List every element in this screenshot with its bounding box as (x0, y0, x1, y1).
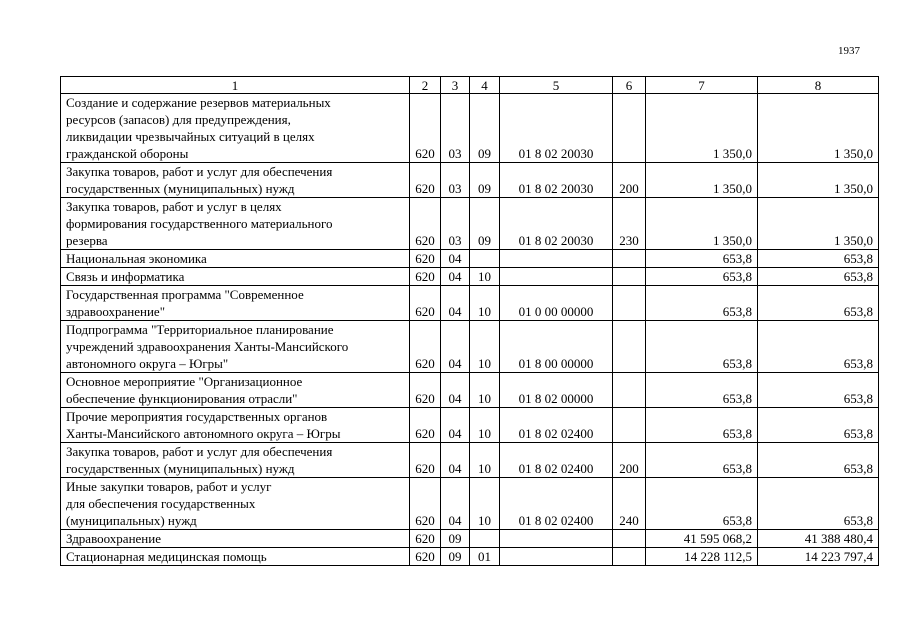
page-number: 1937 (838, 45, 860, 57)
item-name-cell: Государственная программа "Современное здравоохранение" (61, 286, 410, 321)
subsection-code-cell: 10 (470, 286, 500, 321)
section-code-cell: 04 (441, 478, 470, 530)
item-name-cell: Подпрограмма "Территориальное планирование учреждений здравоохранения Ханты-Мансийского автономного округа – Югры" (61, 321, 410, 373)
amount-year1-cell: 1 350,0 (646, 198, 758, 250)
section-code-cell: 09 (441, 530, 470, 548)
amount-year2-cell: 653,8 (758, 443, 879, 478)
amount-year1-cell: 41 595 068,2 (646, 530, 758, 548)
item-name-cell: Закупка товаров, работ и услуг для обеспечения государственных (муниципальных) нужд (61, 443, 410, 478)
table-row (61, 530, 879, 548)
subsection-code-cell: 09 (470, 198, 500, 250)
section-code-cell: 04 (441, 286, 470, 321)
expense-type-cell (613, 548, 646, 566)
target-article-cell: 01 8 02 02400 (500, 443, 613, 478)
subsection-code-cell: 01 (470, 548, 500, 566)
subsection-code-cell: 10 (470, 443, 500, 478)
subsection-code-cell: 10 (470, 478, 500, 530)
column-header: 7 (646, 77, 758, 94)
column-header: 4 (470, 77, 500, 94)
column-header: 3 (441, 77, 470, 94)
department-code-cell: 620 (410, 163, 441, 198)
department-code-cell: 620 (410, 286, 441, 321)
table-row (61, 286, 879, 321)
amount-year1-cell: 653,8 (646, 408, 758, 443)
department-code-cell: 620 (410, 478, 441, 530)
department-code-cell: 620 (410, 268, 441, 286)
table-row (61, 548, 879, 566)
amount-year1-cell: 653,8 (646, 321, 758, 373)
item-name-cell: Иные закупки товаров, работ и услуг для обеспечения государственных (муниципальных) нужд (61, 478, 410, 530)
department-code-cell: 620 (410, 198, 441, 250)
item-name-cell: Связь и информатика (61, 268, 410, 286)
target-article-cell: 01 0 00 00000 (500, 286, 613, 321)
department-code-cell: 620 (410, 530, 441, 548)
target-article-cell (500, 530, 613, 548)
expense-type-cell (613, 530, 646, 548)
expense-type-cell (613, 373, 646, 408)
expense-type-cell (613, 408, 646, 443)
department-code-cell: 620 (410, 408, 441, 443)
table-row (61, 478, 879, 530)
expense-type-cell: 230 (613, 198, 646, 250)
item-name-cell: Закупка товаров, работ и услуг в целях формирования государственного материального резерва (61, 198, 410, 250)
target-article-cell: 01 8 00 00000 (500, 321, 613, 373)
expense-type-cell (613, 94, 646, 163)
target-article-cell (500, 250, 613, 268)
table-row (61, 268, 879, 286)
target-article-cell: 01 8 02 20030 (500, 198, 613, 250)
section-code-cell: 03 (441, 198, 470, 250)
section-code-cell: 04 (441, 268, 470, 286)
table-row (61, 443, 879, 478)
subsection-code-cell: 09 (470, 94, 500, 163)
amount-year1-cell: 653,8 (646, 478, 758, 530)
section-code-cell: 04 (441, 443, 470, 478)
department-code-cell: 620 (410, 250, 441, 268)
section-code-cell: 03 (441, 163, 470, 198)
amount-year2-cell: 1 350,0 (758, 94, 879, 163)
column-header: 6 (613, 77, 646, 94)
table-row (61, 321, 879, 373)
section-code-cell: 04 (441, 373, 470, 408)
target-article-cell: 01 8 02 00000 (500, 373, 613, 408)
expense-type-cell (613, 250, 646, 268)
subsection-code-cell (470, 530, 500, 548)
budget-table (60, 76, 879, 566)
amount-year2-cell: 14 223 797,4 (758, 548, 879, 566)
expense-type-cell: 200 (613, 163, 646, 198)
item-name-cell: Создание и содержание резервов материальных ресурсов (запасов) для предупреждения, ликвидации чрезвычайных ситуаций в целях гражданской обороны (61, 94, 410, 163)
expense-type-cell (613, 268, 646, 286)
section-code-cell: 09 (441, 548, 470, 566)
amount-year2-cell: 653,8 (758, 321, 879, 373)
column-header: 5 (500, 77, 613, 94)
amount-year2-cell: 1 350,0 (758, 163, 879, 198)
amount-year2-cell: 653,8 (758, 268, 879, 286)
amount-year2-cell: 41 388 480,4 (758, 530, 879, 548)
table-row (61, 94, 879, 163)
expense-type-cell (613, 286, 646, 321)
target-article-cell: 01 8 02 20030 (500, 94, 613, 163)
expense-type-cell: 200 (613, 443, 646, 478)
department-code-cell: 620 (410, 548, 441, 566)
target-article-cell: 01 8 02 20030 (500, 163, 613, 198)
section-code-cell: 04 (441, 408, 470, 443)
amount-year1-cell: 1 350,0 (646, 94, 758, 163)
subsection-code-cell: 09 (470, 163, 500, 198)
amount-year1-cell: 653,8 (646, 250, 758, 268)
table-row (61, 373, 879, 408)
amount-year2-cell: 653,8 (758, 408, 879, 443)
amount-year2-cell: 653,8 (758, 250, 879, 268)
table-header-row (61, 77, 879, 94)
department-code-cell: 620 (410, 321, 441, 373)
item-name-cell: Здравоохранение (61, 530, 410, 548)
target-article-cell (500, 268, 613, 286)
item-name-cell: Закупка товаров, работ и услуг для обеспечения государственных (муниципальных) нужд (61, 163, 410, 198)
section-code-cell: 03 (441, 94, 470, 163)
item-name-cell: Прочие мероприятия государственных органов Ханты-Мансийского автономного округа – Югры (61, 408, 410, 443)
amount-year2-cell: 1 350,0 (758, 198, 879, 250)
subsection-code-cell: 10 (470, 408, 500, 443)
expense-type-cell: 240 (613, 478, 646, 530)
column-header: 1 (61, 77, 410, 94)
subsection-code-cell: 10 (470, 373, 500, 408)
section-code-cell: 04 (441, 250, 470, 268)
department-code-cell: 620 (410, 373, 441, 408)
column-header: 8 (758, 77, 879, 94)
amount-year1-cell: 653,8 (646, 286, 758, 321)
amount-year1-cell: 653,8 (646, 268, 758, 286)
amount-year1-cell: 14 228 112,5 (646, 548, 758, 566)
table-row (61, 198, 879, 250)
amount-year1-cell: 653,8 (646, 443, 758, 478)
subsection-code-cell: 10 (470, 321, 500, 373)
amount-year2-cell: 653,8 (758, 478, 879, 530)
table-row (61, 250, 879, 268)
target-article-cell (500, 548, 613, 566)
table-row (61, 163, 879, 198)
item-name-cell: Стационарная медицинская помощь (61, 548, 410, 566)
amount-year1-cell: 1 350,0 (646, 163, 758, 198)
item-name-cell: Национальная экономика (61, 250, 410, 268)
department-code-cell: 620 (410, 443, 441, 478)
table-row (61, 408, 879, 443)
amount-year1-cell: 653,8 (646, 373, 758, 408)
amount-year2-cell: 653,8 (758, 286, 879, 321)
column-header: 2 (410, 77, 441, 94)
section-code-cell: 04 (441, 321, 470, 373)
amount-year2-cell: 653,8 (758, 373, 879, 408)
target-article-cell: 01 8 02 02400 (500, 478, 613, 530)
subsection-code-cell: 10 (470, 268, 500, 286)
subsection-code-cell (470, 250, 500, 268)
department-code-cell: 620 (410, 94, 441, 163)
item-name-cell: Основное мероприятие "Организационное обеспечение функционирования отрасли" (61, 373, 410, 408)
target-article-cell: 01 8 02 02400 (500, 408, 613, 443)
expense-type-cell (613, 321, 646, 373)
